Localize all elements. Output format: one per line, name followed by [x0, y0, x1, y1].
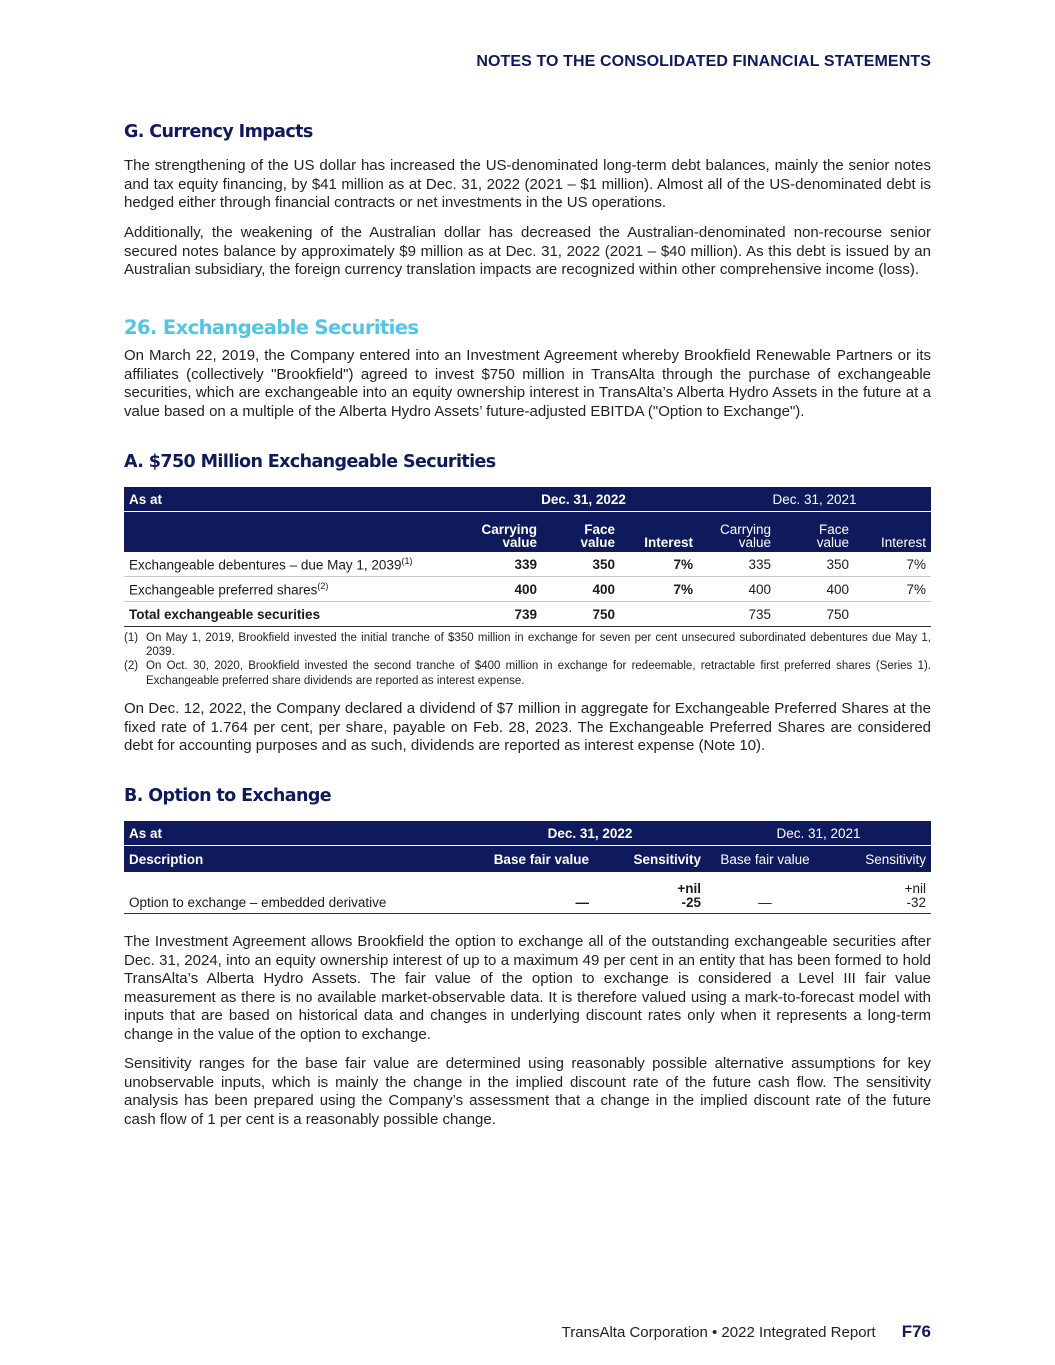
- footnotes: [124, 631, 931, 688]
- base-fair-value-2022-header: Base fair value: [493, 851, 589, 867]
- table-column-header-row: [124, 512, 931, 553]
- total-carrying-2021: 735: [698, 602, 776, 627]
- row-label: Exchangeable debentures – due May 1, 2039$^{(1)}$: [124, 552, 469, 577]
- row-label: Option to exchange – embedded derivative: [124, 872, 474, 914]
- section-b-heading: B. Option to Exchange: [124, 786, 332, 806]
- carrying-2022-cell: 400: [469, 577, 542, 602]
- page-number: F76: [901, 1322, 931, 1341]
- section-26-heading: 26. Exchangeable Securities: [124, 316, 419, 339]
- table-row: [124, 577, 931, 602]
- option-paragraph-1: The Investment Agreement allows Brookfield the option to exchange all of the outstanding exchangeable securities after Dec. 31, 2024, into an equity ownership interest of up to a maximum 49 per cent in an entity that has been formed to hold TransAlta’s Alberta Hydro Assets. The fair value of the option to exchange is considered a Level III fair value measurement as there is no available market-observable data. It is therefore valued using a mark-to-forecast model with inputs that are based on historical data and changes in underlying discount rates only when it represents a long-term change in the value of the option to exchange.: [124, 933, 931, 1043]
- section-26-paragraph: On March 22, 2019, the Company entered into an Investment Agreement whereby Brookfield Renewable Partners or its affiliates (collectively "Brookfield") agreed to invest $750 million in TransAlta through the purchase of exchangeable securities, which are exchangeable into an equity ownership interest in TransAlta’s Alberta Hydro Assets in the future at a value based on a multiple of the Alberta Hydro Assets’ future-adjusted EBITDA ("Option to Exchange").: [124, 347, 931, 420]
- sensitivity-2021-header: Sensitivity: [865, 851, 926, 867]
- carrying-2021-cell: 400: [698, 577, 776, 602]
- period-2022-header: Dec. 31, 2022: [547, 825, 633, 841]
- base-fair-value-2021-cell: —: [706, 872, 824, 914]
- total-face-2022: 750: [542, 602, 620, 627]
- as-at-header: As at: [129, 491, 163, 507]
- face-2022-cell: 350: [542, 552, 620, 577]
- carrying-2022-cell: 339: [469, 552, 542, 577]
- carrying-value-2022-header: Carrying value: [481, 522, 537, 550]
- face-value-2022-header: Face value: [580, 522, 615, 550]
- carrying-value-2021-header: Carrying value: [719, 522, 771, 550]
- total-row: [124, 602, 931, 627]
- row-label: Exchangeable preferred shares$^{(2)}$: [124, 577, 469, 602]
- period-2022-header: Dec. 31, 2022: [541, 491, 626, 507]
- running-header: NOTES TO THE CONSOLIDATED FINANCIAL STATEMENTS: [476, 53, 931, 70]
- sensitivity-2021-cell: +nil -32: [824, 872, 931, 914]
- base-fair-value-2022-cell: —: [474, 872, 594, 914]
- total-face-2021: 750: [776, 602, 854, 627]
- page-footer: [562, 1322, 931, 1342]
- sensitivity-2022-cell: +nil -25: [594, 872, 706, 914]
- period-2021-header: Dec. 31, 2021: [772, 491, 857, 507]
- description-header: Description: [129, 851, 204, 867]
- interest-2021-cell: 7%: [854, 577, 931, 602]
- table-row: [124, 552, 931, 577]
- base-fair-value-2021-header: Base fair value: [720, 851, 810, 867]
- footnote-1: (1) On May 1, 2019, Brookfield invested the initial tranche of $350 million in exchange for seven per cent unsecured subordinated debentures due May 1, 2039.: [124, 632, 931, 659]
- face-value-2021-header: Face value: [816, 522, 849, 550]
- total-interest-2022: [620, 602, 698, 627]
- interest-2021-cell: 7%: [854, 552, 931, 577]
- as-at-header: As at: [129, 825, 163, 841]
- section-a-heading: A. $750 Million Exchangeable Securities: [124, 452, 496, 472]
- interest-2022-header: Interest: [644, 535, 693, 550]
- period-2021-header: Dec. 31, 2021: [776, 825, 861, 841]
- carrying-2021-cell: 335: [698, 552, 776, 577]
- option-paragraph-2: Sensitivity ranges for the base fair value are determined using reasonably possible alternative assumptions for key unobservable inputs, which is mainly the change in the implied discount rate of the future cash flow. The sensitivity analysis has been prepared using the Company’s assessment that a change in the implied discount rate of the future cash flow of 1 per cent is a reasonably possible change.: [124, 1055, 931, 1128]
- table-column-header-row: [124, 846, 931, 873]
- total-label: Total exchangeable securities: [124, 602, 469, 627]
- table-header-row: [124, 821, 931, 846]
- blank-header: [124, 512, 469, 553]
- total-interest-2021: [854, 602, 931, 627]
- sensitivity-2022-header: Sensitivity: [633, 851, 701, 867]
- interest-2021-header: Interest: [880, 535, 926, 550]
- face-2021-cell: 400: [776, 577, 854, 602]
- dividend-paragraph: On Dec. 12, 2022, the Company declared a dividend of $7 million in aggregate for Exchangeable Preferred Shares at the fixed rate of 1.764 per cent, per share, payable on Feb. 28, 2023. The Exchangeable Preferred Shares are considered debt for accounting purposes and as such, dividends are reported as interest expense (Note 10).: [124, 700, 931, 755]
- currency-paragraph-1: The strengthening of the US dollar has increased the US-denominated long-term debt balances, mainly the senior notes and tax equity financing, by $41 million as at Dec. 31, 2022 (2021 – $1 million). Almost all of the US-denominated debt is hedged either through financial contracts or net investments in the US operations.: [124, 157, 931, 212]
- table-row: [124, 872, 931, 914]
- footnote-2: (2) On Oct. 30, 2020, Brookfield invested the second tranche of $400 million in exchange for redeemable, retractable first preferred shares (Series 1). Exchangeable preferred share dividends are reported as interest expense.: [124, 660, 931, 687]
- exchangeable-securities-table: [124, 487, 931, 627]
- total-carrying-2022: 739: [469, 602, 542, 627]
- option-to-exchange-table: [124, 821, 931, 914]
- face-2022-cell: 400: [542, 577, 620, 602]
- interest-2022-cell: 7%: [620, 577, 698, 602]
- currency-impacts-heading: G. Currency Impacts: [124, 122, 313, 142]
- currency-paragraph-2: Additionally, the weakening of the Australian dollar has decreased the Australian-denominated non-recourse senior secured notes balance by approximately $9 million as at Dec. 31, 2022 (2021 – $40 million). As this debt is issued by an Australian subsidiary, the foreign currency translation impacts are recognized within other comprehensive income (loss).: [124, 224, 931, 279]
- table-header-row: [124, 487, 931, 512]
- interest-2022-cell: 7%: [620, 552, 698, 577]
- face-2021-cell: 350: [776, 552, 854, 577]
- footer-text: TransAlta Corporation • 2022 Integrated Report: [561, 1324, 876, 1341]
